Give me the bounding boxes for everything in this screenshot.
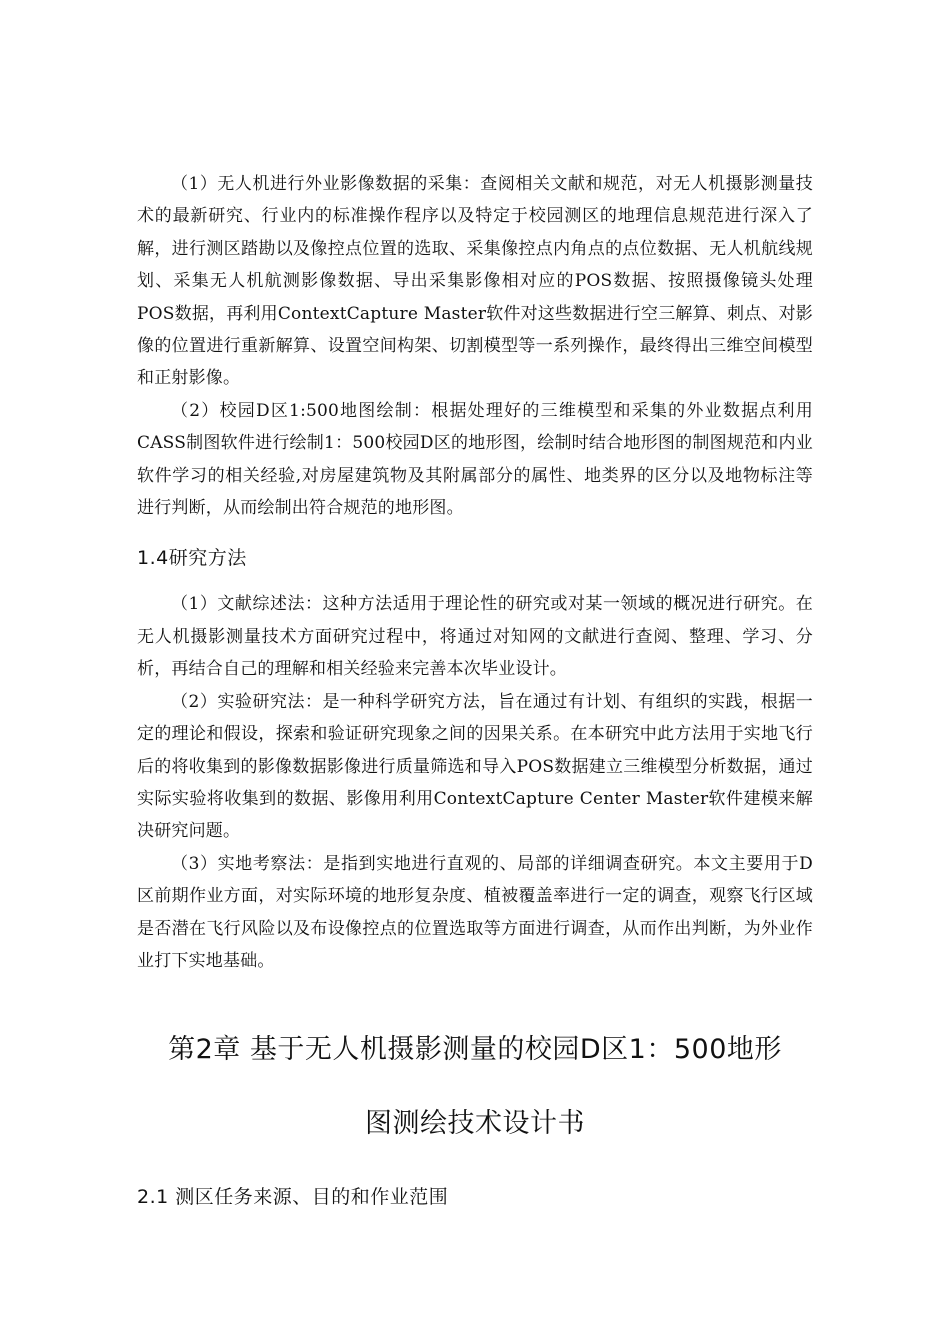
chapter-2-title-line-1: 第2章 基于无人机摄影测量的校园D区1：500地形 — [168, 1034, 782, 1066]
paragraph-data-collection: （1）无人机进行外业影像数据的采集：查阅相关文献和规范，对无人机摄影测量技术的最新研究、行业内的标准操作程序以及特定于校园测区的地理信息规范进行深入了解，进行测区踏勘以及像控点位置的选取、采集像控点内角点的点位数据、无人机航线规划、采集无人机航测影像数据、导出采集影像相对应的POS数据、按照摄像镜头处理POS数据，再利用ContextCapture Master软件对这些数据进行空三解算、刺点、对影像的位置进行重新解算、设置空间构架、切割模型等一系列操作，最终得出三维空间模型和正射影像。 — [137, 174, 814, 389]
paragraph-map-drawing: （2）校园D区1:500地图绘制：根据处理好的三维模型和采集的外业数据点利用CASS制图软件进行绘制1：500校园D区的地形图，绘制时结合地形图的制图规范和内业软件学习的相关经验,对房屋建筑物及其附属部分的属性、地类界的区分以及地物标注等进行判断，从而绘制出符合规范的地形图。 — [137, 400, 813, 519]
paragraph-literature-review: （1）文献综述法：这种方法适用于理论性的研究或对某一领域的概况进行研究。在无人机摄影测量技术方面研究过程中，将通过对知网的文献进行查阅、整理、学习、分析，再结合自己的理解和相关经验来完善本次毕业设计。 — [137, 594, 813, 680]
paragraph-experimental-method: （2）实验研究法：是一种科学研究方法，旨在通过有计划、有组织的实践，根据一定的理论和假设，探索和验证研究现象之间的因果关系。在本研究中此方法用于实地飞行后的将收集到的影像数据影像进行质量筛选和导入POS数据建立三维模型分析数据，通过实际实验将收集到的数据、影像用利用ContextCapture Center Master软件建模来解决研究问题。 — [137, 691, 813, 842]
chapter-2-title-line-2: 图测绘技术设计书 — [365, 1108, 585, 1140]
section-heading-1-4: 1.4研究方法 — [137, 547, 247, 570]
chapter-2-title — [137, 1013, 813, 1161]
section-heading-2-1: 2.1 测区任务来源、目的和作业范围 — [137, 1186, 449, 1209]
paragraph-field-survey: （3）实地考察法：是指到实地进行直观的、局部的详细调查研究。本文主要用于D区前期作业方面，对实际环境的地形复杂度、植被覆盖率进行一定的调查，观察飞行区域是否潜在飞行风险以及布设像控点的位置选取等方面进行调查，从而作出判断，为外业作业打下实地基础。 — [137, 853, 813, 971]
document-body — [137, 168, 813, 1213]
